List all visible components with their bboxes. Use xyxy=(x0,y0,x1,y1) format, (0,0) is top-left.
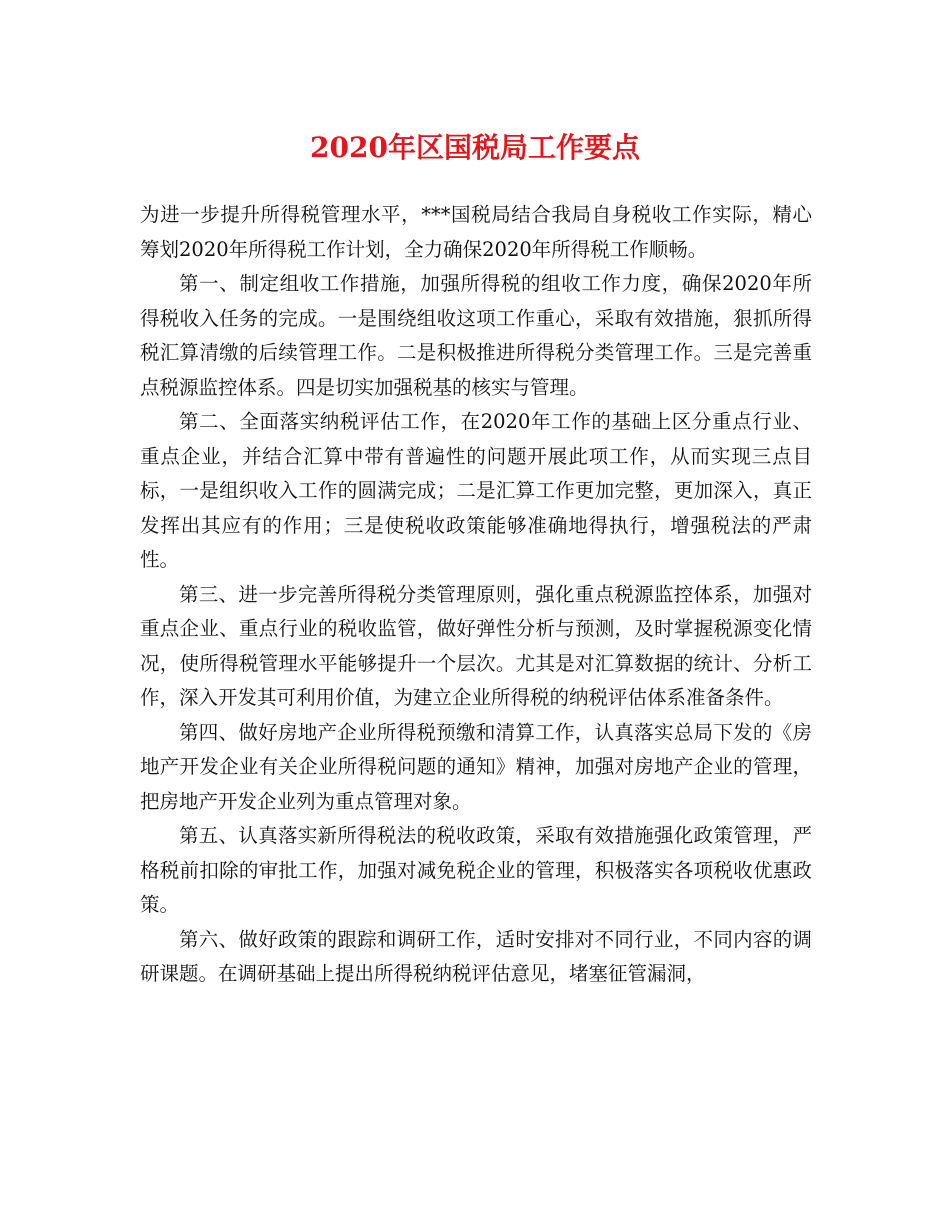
intro-paragraph: 为进一步提升所得税管理水平，***国税局结合我局自身税收工作实际，精心筹划2020年所得税工作计划，全力确保2020年所得税工作顺畅。 xyxy=(140,203,812,261)
paragraph-fourth: 第四、做好房地产企业所得税预缴和清算工作，认真落实总局下发的《房地产开发企业有关企业所得税问题的通知》精神，加强对房地产企业的管理，把房地产开发企业列为重点管理对象。 xyxy=(140,720,812,813)
paragraph-second: 第二、全面落实纳税评估工作，在2020年工作的基础上区分重点行业、重点企业，并结合汇算中带有普遍性的问题开展此项工作，从而实现三点目标，一是组织收入工作的圆满完成；二是汇算工作更加完整，更加深入，真正发挥出其应有的作用；三是使税收政策能够准确地得执行，增强税法的严肃性。 xyxy=(140,410,812,571)
paragraph-sixth: 第六、做好政策的跟踪和调研工作，适时安排对不同行业，不同内容的调研课题。在调研基础上提出所得税纳税评估意见，堵塞征管漏洞， xyxy=(140,927,812,985)
paragraph-first: 第一、制定组收工作措施，加强所得税的组收工作力度，确保2020年所得税收入任务的完成。一是围绕组收这项工作重心，采取有效措施，狠抓所得税汇算清缴的后续管理工作。二是积极推进所得税分类管理工作。三是完善重点税源监控体系。四是切实加强税基的核实与管理。 xyxy=(140,272,812,399)
document-body xyxy=(140,198,812,992)
paragraph-third: 第三、进一步完善所得税分类管理原则，强化重点税源监控体系，加强对重点企业、重点行业的税收监管，做好弹性分析与预测，及时掌握税源变化情况，使所得税管理水平能够提升一个层次。尤其是对汇算数据的统计、分析工作，深入开发其可利用价值，为建立企业所得税的纳税评估体系准备条件。 xyxy=(140,582,812,709)
paragraph-fifth: 第五、认真落实新所得税法的税收政策，采取有效措施强化政策管理，严格税前扣除的审批工作，加强对减免税企业的管理，积极落实各项税收优惠政策。 xyxy=(140,824,812,916)
document-title: 2020年区国税局工作要点 xyxy=(310,131,640,164)
